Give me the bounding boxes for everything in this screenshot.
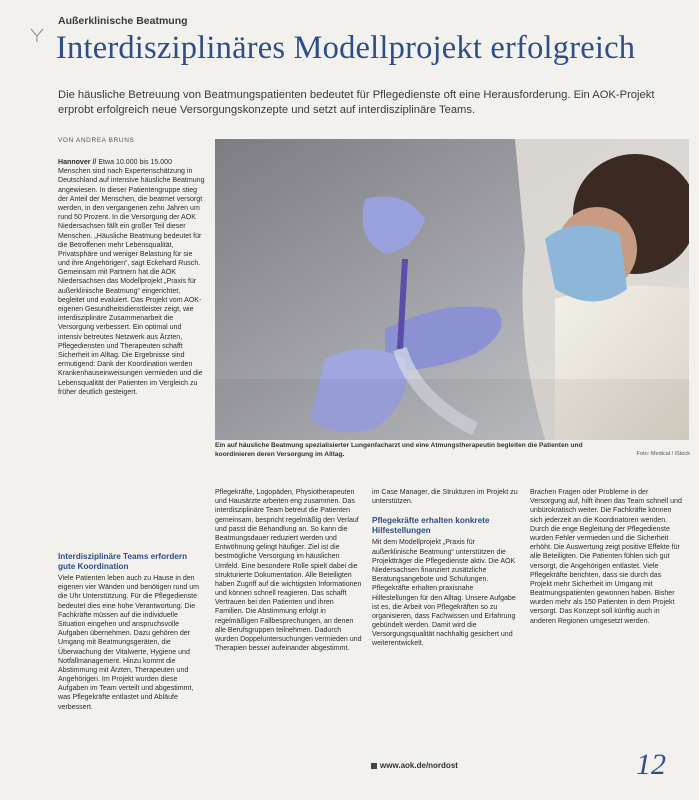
column-1-lower-text: Viele Patienten leben auch zu Hause in den eigenen vier Wänden und benötigen rund um die Uhr Unterstützung. Für die Pflegedienste bedeutet dies eine hohe Verantwortung. Die Fachkräfte müssen auf die individuelle Situation eingehen und anspruchsvolle Aufgaben übernehmen. Dazu gehören der Umgang mit Beatmungsgeräten, die Überwachung der Vitalwerte, Hygiene und Notfallmanagement. Hinzu kommt die Abstimmung mit Ärzten, Therapeuten und Angehörigen. Im Projekt wurden diese Aufgaben im Team verteilt und abgestimmt, was Pflegekräfte entlastet und Abläufe verbessert. xyxy=(58,575,200,711)
medical-photo-illustration xyxy=(215,139,689,440)
section-heading: Interdisziplinäre Teams erfordern gute Koordination xyxy=(58,552,188,571)
column-3 xyxy=(372,488,520,650)
column-4-text: Brachen Fragen oder Probleme in der Versorgung auf, hilft ihnen das Team schnell und unbürokratisch weiter. Die Fachkräfte können sich jederzeit an die Koordinatoren wenden. Durch die enge Begleitung der Pflegedienste wurden Fehler vermieden und die Sicherheit erhöht. Die Auswertung zeigt positive Effekte für alle Beteiligten. Die Patienten fühlen sich gut versorgt, die Angehörigen entlastet. Viele Pflegekräfte berichten, dass sie durch das Projekt mehr Sicherheit im Umgang mit Beatmungspatienten gewonnen haben. Bisher wurden mehr als 150 Patienten in dem Projekt versorgt. Das Konzept soll künftig auch in anderen Regionen umgesetzt werden. xyxy=(530,489,682,625)
column-2-text: Pflegekräfte, Logopäden, Physiotherapeuten und Hausärzte arbeiten eng zusammen. Das interdisziplinäre Team betreut die Patienten gemeinsam, bespricht regelmäßig den Verlauf und passt die Behandlung an. So kann die Beatmungsdauer reduziert werden und Entwöhnung gelingt häufiger. Ziel ist die bestmögliche Versorgung im häuslichen Umfeld. Eine besondere Rolle spielt dabei die strukturierte Dokumentation. Alle Beteiligten haben Zugriff auf die wichtigsten Informationen und können schnell reagieren. Das schafft Vertrauen bei den Patienten und ihren Familien. Die Abstimmung erfolgt in regelmäßigen Fallbesprechungen, an denen alle Berufsgruppen teilnehmen. Dadurch wurden Doppeluntersuchungen vermieden und Therapien besser aufeinander abgestimmt. xyxy=(215,489,362,653)
byline: VON ANDREA BRUNS xyxy=(58,137,135,144)
dateline: Hannover // xyxy=(58,159,97,166)
column-3-text: im Case Manager, die Strukturen im Projekt zu unterstützen. xyxy=(372,489,518,506)
section-heading: Pflegekräfte erhalten konkrete Hilfestellungen xyxy=(372,516,490,535)
article-kicker: Außerklinische Beatmung xyxy=(58,15,188,27)
column-3-lower-text: Mit dem Modellprojekt „Praxis für außerklinische Beatmung“ unterstützen die Projektträger die Pflegedienste aktiv. Die AOK Niedersachsen finanziert zusätzliche Beratungsangebote und Schulungen. Pflegekräfte erhalten praxisnahe Hilfestellungen für den Alltag. Unsere Aufgabe ist es, die Arbeit von Pflegekräften so zu organisieren, dass Fachwissen und Erfahrung gebündelt werden. Damit wird die Versorgungsqualität nachhaltig gesichert und weiterentwickelt. xyxy=(372,539,516,648)
column-4 xyxy=(530,488,682,627)
article-title: Interdisziplinäres Modellprojekt erfolgreich xyxy=(56,30,636,66)
footer-link[interactable]: www.aok.de/nordost xyxy=(380,761,458,770)
column-1 xyxy=(58,158,206,398)
article-lead: Die häusliche Betreuung von Beatmungspatienten bedeutet für Pflegedienste oft eine Herausforderung. Ein AOK-Projekt erprobt erfolgreich neue Versorgungskonzepte und setzt auf interdisziplinäre Teams. xyxy=(58,89,655,116)
page-number: 12 xyxy=(636,748,666,781)
paragraph xyxy=(58,158,206,397)
column-1-text: Etwa 10.000 bis 15.000 Menschen sind nach Expertenschätzung in Deutschland auf intensive häusliche Beatmung angewiesen. In dieser Patientengruppe stieg der Anteil der Menschen, die beatmet versorgt werden, in den vergangenen zehn Jahren um rund 50 Prozent. In die Versorgung der AOK Niedersachsen fällt ein großer Teil dieser Menschen. „Häusliche Beatmung bedeutet für die Betroffenen mehr Lebensqualität, Privatsphäre und weniger Belastung für sie und ihre Angehörigen“, sagt Eckehard Rusch. Gemeinsam mit Partnern hat die AOK Niedersachsen das Modellprojekt „Praxis für außerklinische Beatmung“ eingerichtet, begleitet und evaluiert. Das Projekt vom AOK-eigenen Gesundheitsdienstleister zeigt, wie interdisziplinäre Zusammenarbeit die Versorgung verbessert. Ein optimal und intensiv betreutes Netzwerk aus Ärzten, Pflegediensten und Therapeuten schafft Sicherheit im Alltag. Die Ergebnisse sind ermutigend: Dank der Koordination werden Krankenhauseinweisungen vermieden und die Lebensqualität der Patienten im Vergleich zu früher deutlich gesteigert. xyxy=(58,159,205,396)
photo-credit: Foto: Medical / iStock xyxy=(636,451,690,457)
article-photo xyxy=(215,139,689,440)
link-bullet-icon xyxy=(371,763,377,769)
fold-mark-icon xyxy=(30,28,44,42)
column-2 xyxy=(215,488,363,654)
photo-caption: Ein auf häusliche Beatmung spezialisierter Lungenfacharzt und eine Atmungstherapeutin begleiten die Patienten und koordinieren deren Versorgung im Alltag. xyxy=(215,442,583,458)
column-1-lower xyxy=(58,548,206,713)
